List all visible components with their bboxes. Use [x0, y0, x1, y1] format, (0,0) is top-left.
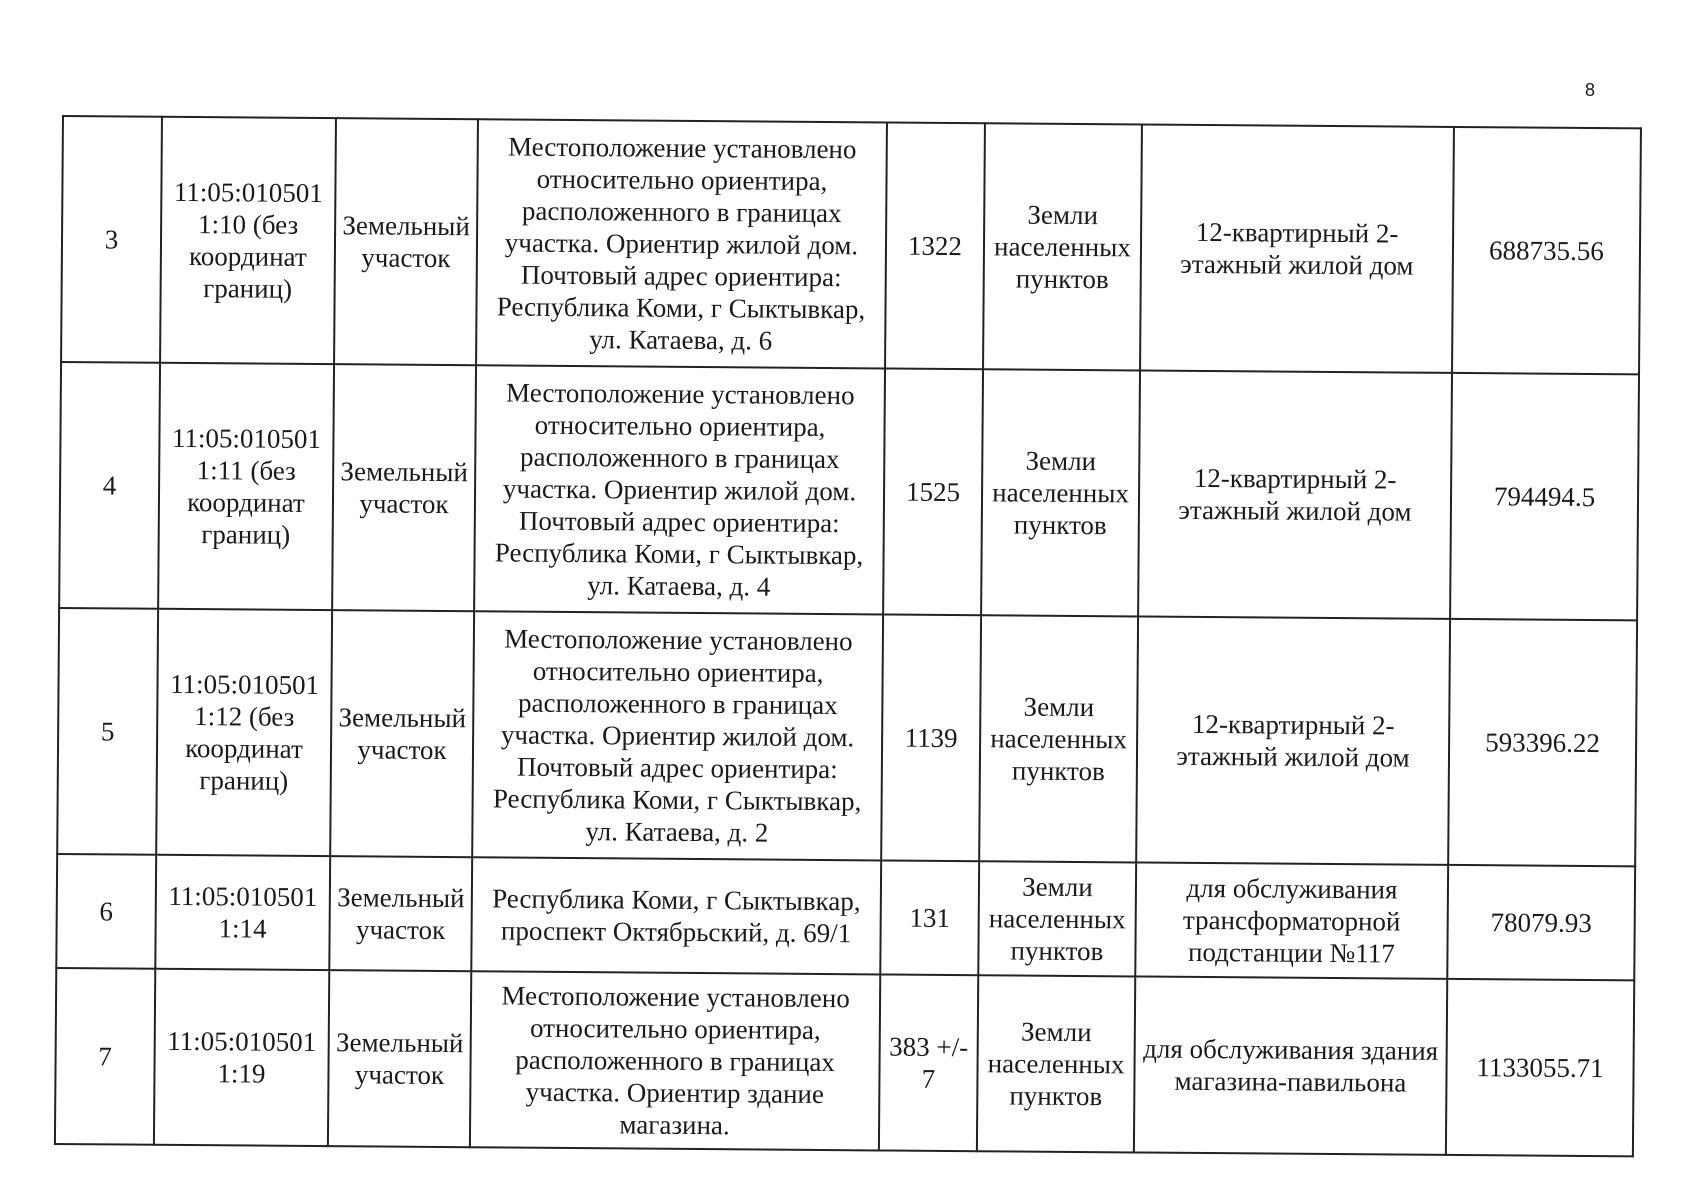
area-cell: 131	[880, 860, 979, 975]
area-cell: 383 +/- 7	[879, 974, 978, 1151]
location-cell: Местоположение установлено относительно ориентира, расположенного в границах участка. Ориентир жилой дом. Почтовый адрес ориентира: Республика Коми, г Сыктывкар, ул. Катаева, д. 4	[474, 365, 885, 614]
permitted-use-cell: 12-квартирный 2-этажный жилой дом	[1140, 124, 1454, 372]
table-row	[61, 116, 1641, 374]
cadastral-value-cell: 593396.22	[1448, 619, 1637, 866]
table-row	[55, 968, 1634, 1156]
location-cell: Местоположение установлено относительно ориентира, расположенного в границах участка. Ориентир здание магазина.	[470, 971, 880, 1150]
cadastral-number-cell: 11:05:010501 1:14	[155, 855, 330, 970]
row-number-cell: 6	[56, 854, 156, 969]
cadastral-value-cell: 794494.5	[1450, 373, 1639, 620]
land-category-cell: Земли населенных пунктов	[981, 369, 1140, 616]
area-cell: 1525	[883, 368, 983, 615]
location-cell: Местоположение установлено относительно ориентира, расположенного в границах участка. Ориентир жилой дом. Почтовый адрес ориентира: Республика Коми, г Сыктывкар, ул. Катаева, д. 2	[472, 611, 883, 860]
row-number-cell: 4	[59, 362, 160, 609]
land-category-cell: Земли населенных пунктов	[977, 975, 1135, 1152]
cadastral-value-cell: 688735.56	[1452, 127, 1641, 374]
cadastral-value-cell: 1133055.71	[1446, 979, 1634, 1156]
land-category-cell: Земли населенных пунктов	[978, 861, 1136, 976]
table-row	[56, 854, 1635, 980]
cadastral-number-cell: 11:05:010501 1:19	[154, 969, 329, 1146]
cadastral-value-cell: 78079.93	[1447, 865, 1635, 980]
permitted-use-cell: для обслуживания трансформаторной подстанции №117	[1135, 862, 1448, 978]
land-plots-table	[54, 115, 1642, 1157]
object-type-cell: Земельный участок	[328, 970, 471, 1147]
permitted-use-cell: 12-квартирный 2-этажный жилой дом	[1136, 616, 1450, 864]
cadastral-number-cell: 11:05:010501 1:12 (без координат границ)	[156, 609, 332, 856]
permitted-use-cell: для обслуживания здания магазина-павильона	[1134, 976, 1447, 1154]
cadastral-number-cell: 11:05:010501 1:11 (без координат границ)	[158, 363, 334, 610]
row-number-cell: 5	[57, 608, 158, 855]
object-type-cell: Земельный участок	[329, 856, 472, 971]
location-cell: Местоположение установлено относительно ориентира, расположенного в границах участка. Ориентир жилой дом. Почтовый адрес ориентира: Республика Коми, г Сыктывкар, ул. Катаева, д. 6	[476, 119, 887, 368]
page-number: 8	[1585, 80, 1596, 100]
table-row	[57, 608, 1637, 866]
land-category-cell: Земли населенных пунктов	[983, 123, 1142, 370]
row-number-cell: 7	[55, 968, 155, 1145]
location-cell: Республика Коми, г Сыктывкар, проспект Октябрьский, д. 69/1	[471, 857, 881, 974]
object-type-cell: Земельный участок	[334, 118, 478, 365]
area-cell: 1139	[881, 614, 981, 861]
table-row	[59, 362, 1639, 620]
row-number-cell: 3	[61, 116, 162, 363]
object-type-cell: Земельный участок	[330, 610, 474, 857]
area-cell: 1322	[885, 122, 985, 369]
object-type-cell: Земельный участок	[332, 364, 476, 611]
land-category-cell: Земли населенных пунктов	[979, 615, 1138, 862]
cadastral-number-cell: 11:05:010501 1:10 (без координат границ)	[160, 117, 336, 364]
permitted-use-cell: 12-квартирный 2-этажный жилой дом	[1138, 370, 1452, 618]
